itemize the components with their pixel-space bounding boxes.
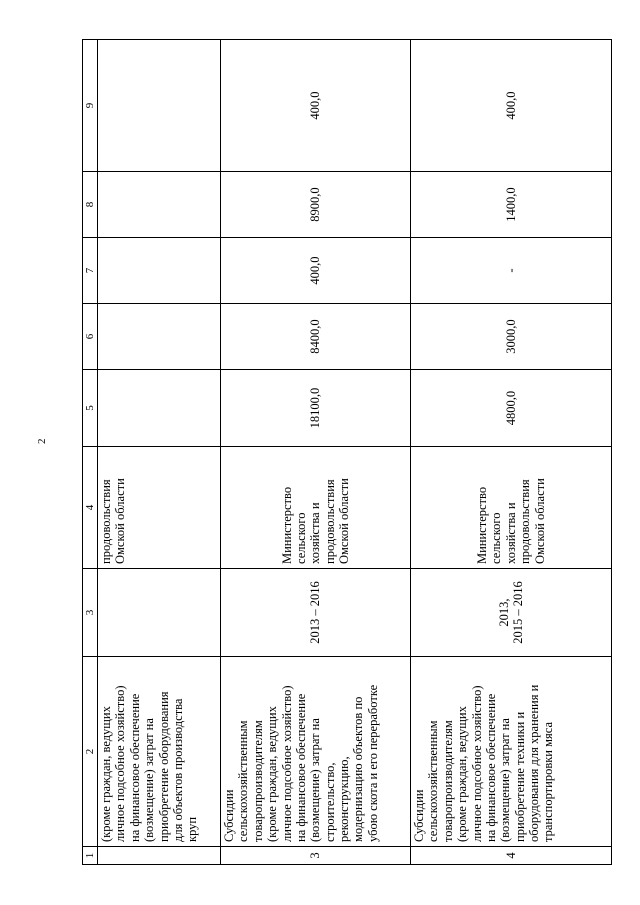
measure-description: Субсидии сельскохозяйственным товаропроизводителям (кроме граждан, ведущих личное подсобное хозяйство) на финансовое обеспечение (возмещение) затрат на строительство, реконструкцию, модернизацию объектов по убою скота и его переработке	[221, 657, 411, 847]
executor: Министерство сельского хозяйства и продовольствия Омской области	[221, 447, 411, 569]
column-number-row	[83, 40, 98, 865]
value-col-8	[98, 172, 221, 238]
value-col-9: 400,0	[221, 40, 411, 172]
col-header-9: 9	[83, 40, 98, 172]
row-number	[98, 847, 221, 865]
col-header-5: 5	[83, 370, 98, 447]
value-col-8: 8900,0	[221, 172, 411, 238]
value-col-5	[98, 370, 221, 447]
value-col-5: 18100,0	[221, 370, 411, 447]
implementation-period: 2013 – 2016	[221, 569, 411, 657]
col-header-3: 3	[83, 569, 98, 657]
measure-description: (кроме граждан, ведущих личное подсобное хозяйство) на финансовое обеспечение (возмещение) затрат на приобретение оборудования для объектов производства круп	[98, 657, 221, 847]
value-col-5: 4800,0	[411, 370, 612, 447]
page-number: 2	[36, 438, 48, 444]
rotated-table-container	[82, 40, 612, 865]
value-col-9	[98, 40, 221, 172]
measure-description: Субсидии сельскохозяйственным товаропроизводителям (кроме граждан, ведущих личное подсобное хозяйство) на финансовое обеспечение (возмещение) затрат на приобретение техники и оборудования для хранения и транспортировки мяса	[411, 657, 612, 847]
value-col-9: 400,0	[411, 40, 612, 172]
value-col-6: 3000,0	[411, 304, 612, 370]
value-col-6	[98, 304, 221, 370]
col-header-2: 2	[83, 657, 98, 847]
implementation-period: 2013, 2015 – 2016	[411, 569, 612, 657]
col-header-8: 8	[83, 172, 98, 238]
executor: Министерство сельского хозяйства и продовольствия Омской области	[411, 447, 612, 569]
value-col-6: 8400,0	[221, 304, 411, 370]
row-number: 4	[411, 847, 612, 865]
col-header-4: 4	[83, 447, 98, 569]
value-col-7: 400,0	[221, 238, 411, 304]
value-col-7	[98, 238, 221, 304]
value-col-8: 1400,0	[411, 172, 612, 238]
executor: продовольствия Омской области	[98, 447, 221, 569]
table-row	[98, 40, 221, 865]
col-header-6: 6	[83, 304, 98, 370]
table-row	[411, 40, 612, 865]
table-row	[221, 40, 411, 865]
subsidy-table	[82, 39, 612, 865]
col-header-7: 7	[83, 238, 98, 304]
col-header-1: 1	[83, 847, 98, 865]
implementation-period	[98, 569, 221, 657]
row-number: 3	[221, 847, 411, 865]
value-col-7: -	[411, 238, 612, 304]
